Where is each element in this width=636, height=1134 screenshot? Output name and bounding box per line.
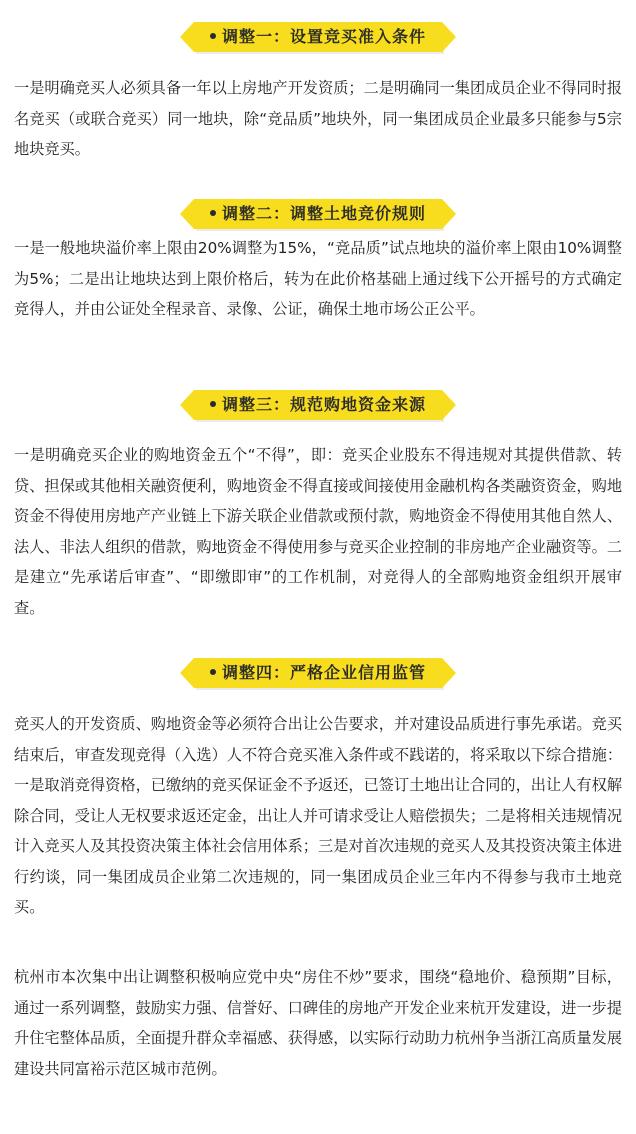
section-4-body: 竞买人的开发资质、购地资金等必须符合出让公告要求，并对建设品质进行事先承诺。竞买结束后，审查发现竞得（入选）人不符合竞买准入条件或不践诺的，将采取以下综合措施：一是取消竞得资格，已缴纳的竞买保证金不予返还，已签订土地出让合同的，出让人有权解除合同，受让人无权要求返还定金，出让人并可请求受让人赔偿损失；二是将相关违规情况计入竞买人及其投资决策主体社会信用体系；三是对首次违规的竞买人及其投资决策主体进行约谈，同一集团成员企业第二次违规的，同一集团成员企业三年内不得参与我市土地竞买。	[14, 715, 622, 916]
section-2-banner-wrap	[0, 199, 636, 229]
section-3-heading	[194, 390, 442, 420]
dot-icon	[210, 210, 216, 216]
section-2-heading-text: 调整二：调整土地竞价规则	[221, 204, 426, 223]
section-4-heading	[194, 658, 442, 688]
section-3-banner-wrap	[0, 390, 636, 420]
section-2-heading	[194, 199, 442, 229]
section-2-body: 一是一般地块溢价率上限由20%调整为15%，“竞品质”试点地块的溢价率上限由10%调整为5%；二是出让地块达到上限价格后，转为在此价格基础上通过线下公开摇号的方式确定竞得人，并由公证处全程录音、录像、公证，确保土地市场公正公平。	[14, 239, 622, 318]
section-1-heading	[194, 22, 442, 52]
closing-paragraph: 杭州市本次集中出让调整积极响应党中央“房住不炒”要求，围绕“稳地价、稳预期”目标，通过一系列调整，鼓励实力强、信誉好、口碑佳的房地产开发企业来杭开发建设，进一步提升住宅整体品质，全面提升群众幸福感、获得感，以实际行动助力杭州争当浙江高质量发展建设共同富裕示范区城市范例。	[14, 968, 622, 1078]
section-1-banner-wrap	[0, 22, 636, 52]
section-4-heading-text: 调整四：严格企业信用监管	[221, 663, 426, 682]
section-3-heading-text: 调整三：规范购地资金来源	[221, 395, 426, 414]
section-1-body: 一是明确竞买人必须具备一年以上房地产开发资质；二是明确同一集团成员企业不得同时报名竞买（或联合竞买）同一地块，除“竞品质”地块外，同一集团成员企业最多只能参与5宗地块竞买。	[14, 79, 622, 158]
dot-icon	[210, 669, 216, 675]
dot-icon	[210, 401, 216, 407]
section-1-heading-text: 调整一：设置竞买准入条件	[221, 27, 426, 46]
dot-icon	[210, 33, 216, 39]
section-3-body: 一是明确竞买企业的购地资金五个“不得”，即：竞买企业股东不得违规对其提供借款、转贷、担保或其他相关融资便利，购地资金不得直接或间接使用金融机构各类融资资金，购地资金不得使用房地产产业链上下游关联企业借款或预付款，购地资金不得使用其他自然人、法人、非法人组织的借款，购地资金不得使用参与竞买企业控制的非房地产企业融资等。二是建立“先承诺后审查”、“即缴即审”的工作机制，对竞得人的全部购地资金组织开展审查。	[14, 446, 622, 617]
section-4-banner-wrap	[0, 658, 636, 688]
